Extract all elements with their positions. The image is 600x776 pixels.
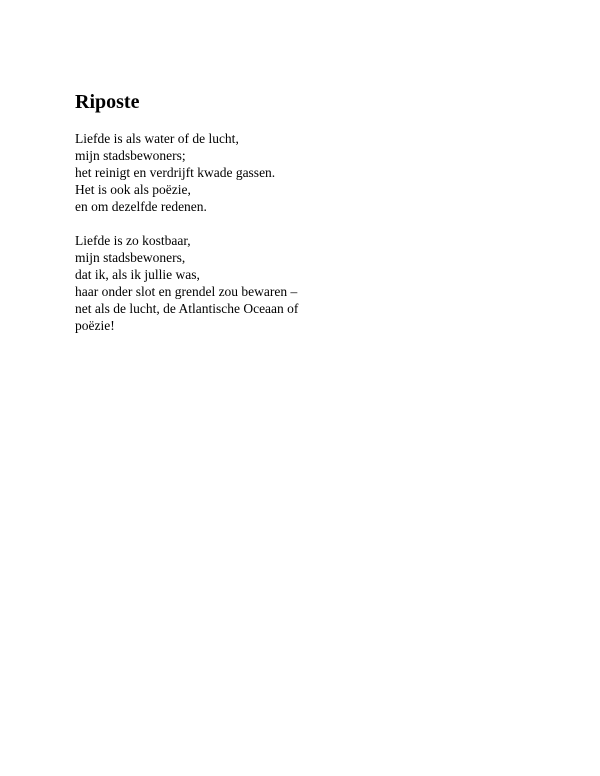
poem-line: mijn stadsbewoners, [75,250,186,265]
poem-line: het reinigt en verdrijft kwade gassen. [75,165,276,180]
poem-line: net als de lucht, de Atlantische Oceaan of [75,301,299,316]
poem-line: mijn stadsbewoners; [75,148,186,163]
poem-line: Liefde is zo kostbaar, [75,233,191,248]
poem-line: haar onder slot en grendel zou bewaren – [75,284,298,299]
stanza-1 [75,130,275,215]
poem-title: Riposte [75,91,140,113]
poem-line: dat ik, als ik jullie was, [75,267,200,282]
poem-line: poëzie! [75,318,115,333]
poem-line: Het is ook als poëzie, [75,182,191,197]
poem-line: en om dezelfde redenen. [75,199,207,214]
stanza-2 [75,232,298,334]
poem-line: Liefde is als water of de lucht, [75,131,239,146]
